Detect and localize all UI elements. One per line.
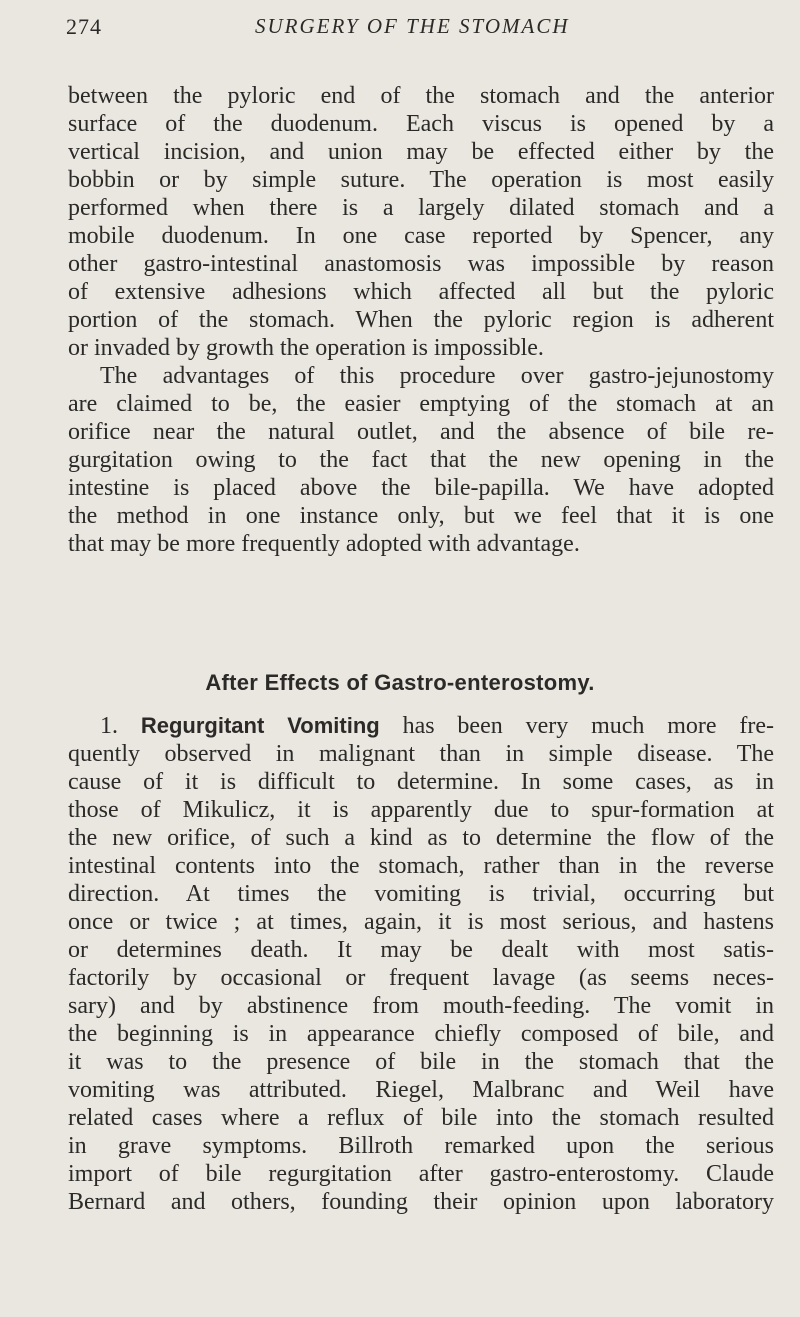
text-line: the method in one instance only, but we feel that it is one: [68, 503, 774, 529]
text-line: direction. At times the vomiting is trivial, occurring but: [68, 881, 774, 907]
section-heading: After Effects of Gastro-enterostomy.: [205, 670, 595, 695]
text-line: or invaded by growth the operation is impossible.: [68, 335, 544, 361]
text-line: The advantages of this procedure over gastro-jejunostomy: [100, 363, 774, 389]
item-number: 1.: [100, 713, 118, 739]
text-fragment: has been very much more fre-: [402, 713, 775, 739]
paragraph: [68, 362, 774, 558]
text-line: that may be more frequently adopted with advantage.: [68, 531, 580, 557]
text-line: orifice near the natural outlet, and the absence of bile re-: [68, 419, 774, 445]
text-line: cause of it is difficult to determine. In some cases, as in: [68, 769, 774, 795]
text-line: gurgitation owing to the fact that the new opening in the: [68, 447, 774, 473]
text-line: vertical incision, and union may be effected either by the: [68, 139, 774, 165]
bold-term: Regurgitant Vomiting: [140, 713, 380, 738]
text-line: Bernard and others, founding their opinion upon laboratory: [68, 1189, 774, 1215]
text-line: intestine is placed above the bile-papilla. We have adopted: [68, 475, 774, 501]
text-line: sary) and by abstinence from mouth-feeding. The vomit in: [68, 993, 774, 1019]
text-line: import of bile regurgitation after gastro-enterostomy. Claude: [68, 1161, 774, 1187]
text-line: or determines death. It may be dealt with most satis-: [68, 937, 774, 963]
text-line: are claimed to be, the easier emptying of the stomach at an: [68, 391, 774, 417]
text-line: in grave symptoms. Billroth remarked upon the serious: [68, 1133, 774, 1159]
text-line: [68, 712, 774, 740]
page-number: 274: [66, 14, 102, 39]
text-line: mobile duodenum. In one case reported by Spencer, any: [68, 223, 774, 249]
text-line: intestinal contents into the stomach, rather than in the reverse: [68, 853, 774, 879]
text-line: of extensive adhesions which affected all but the pyloric: [68, 279, 774, 305]
text-line: surface of the duodenum. Each viscus is opened by a: [68, 111, 774, 137]
text-line: once or twice ; at times, again, it is most serious, and hastens: [68, 909, 774, 935]
text-line: performed when there is a largely dilated stomach and a: [68, 195, 774, 221]
text-line: quently observed in malignant than in simple disease. The: [68, 741, 774, 767]
text-line: between the pyloric end of the stomach and the anterior: [68, 83, 774, 109]
text-line: those of Mikulicz, it is apparently due to spur-formation at: [68, 797, 774, 823]
paragraph: [68, 82, 774, 362]
text-line: portion of the stomach. When the pyloric region is adherent: [68, 307, 774, 333]
text-line: vomiting was attributed. Riegel, Malbranc and Weil have: [68, 1077, 774, 1103]
body-text: [68, 82, 774, 558]
text-line: factorily by occasional or frequent lavage (as seems neces-: [68, 965, 774, 991]
section-body: [68, 712, 774, 1216]
text-line: the new orifice, of such a kind as to determine the flow of the: [68, 825, 774, 851]
text-line: it was to the presence of bile in the stomach that the: [68, 1049, 774, 1075]
running-title: SURGERY OF THE STOMACH: [255, 14, 570, 38]
running-head: [66, 14, 780, 44]
text-line: the beginning is in appearance chiefly composed of bile, and: [68, 1021, 774, 1047]
text-line: other gastro-intestinal anastomosis was impossible by reason: [68, 251, 774, 277]
text-line: bobbin or by simple suture. The operation is most easily: [68, 167, 774, 193]
text-line: related cases where a reflux of bile into the stomach resulted: [68, 1105, 774, 1131]
